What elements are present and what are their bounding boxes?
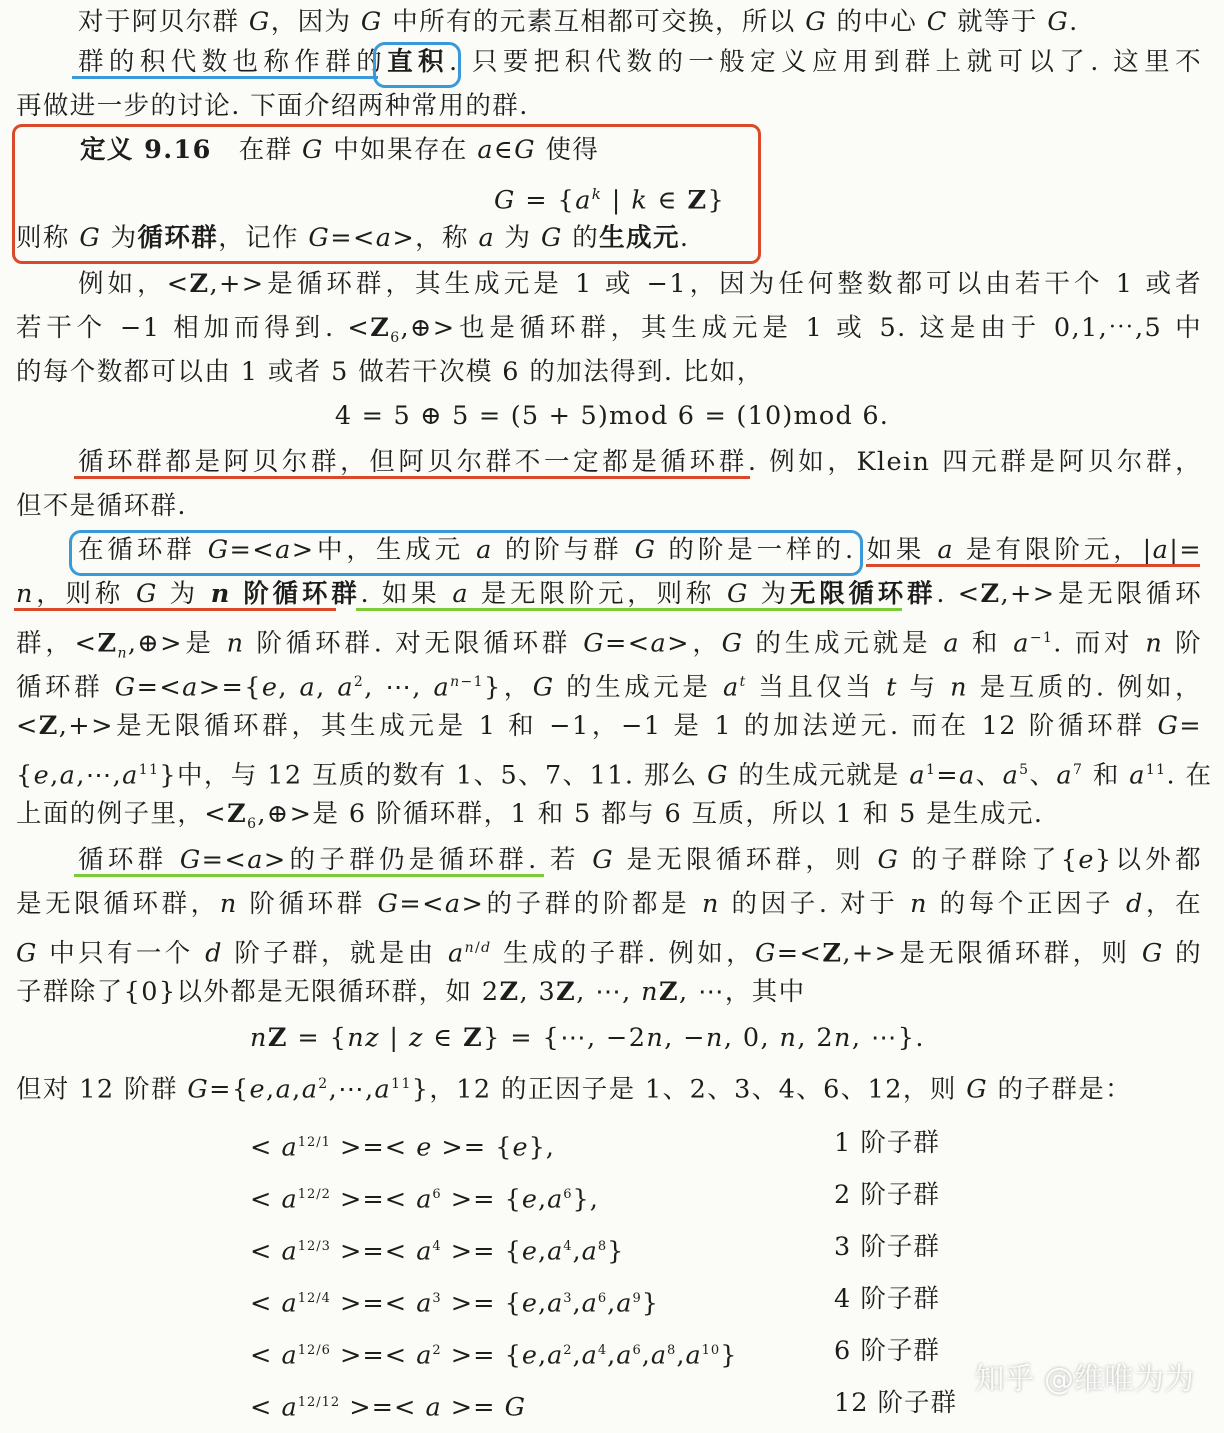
underline-red-3	[14, 608, 336, 611]
text-line-9: 的每个数都可以由 1 或者 5 做若干次模 6 的加法得到. 比如，	[16, 357, 764, 387]
subgroup-expr: < $a^{12/1}$ >=< e >= {e},	[250, 1132, 555, 1163]
text-line-19: 上面的例子里，$<Z_6,\oplus>$是 6 阶循环群，1 和 5 都与 6 互质，所以 1 和 5 是生成元.	[16, 799, 1044, 833]
text-line-21: 是无限循环群，n 阶循环群 G=<a>的子群的阶都是 n 的因子. 对于 n 的每个正因子 d，在	[16, 889, 1202, 919]
subgroup-order: 6 阶子群	[834, 1336, 940, 1366]
text-line-3: 再做进一步的讨论. 下面介绍两种常用的群.	[16, 91, 529, 121]
text-line-17: <Z,+>是无限循环群，其生成元是 1 和 −1，−1 是 1 的加法逆元. 而在 12 阶循环群 G=	[16, 711, 1202, 741]
subgroup-order: 3 阶子群	[834, 1232, 940, 1262]
underline-blue-1	[72, 76, 378, 79]
text-line-11: 循环群都是阿贝尔群，但阿贝尔群不一定都是循环群. 例如，Klein 四元群是阿贝尔群，	[78, 447, 1202, 477]
subgroup-row	[250, 1274, 970, 1324]
text-line-7: 例如，<Z,+>是循环群，其生成元是 1 或 −1，因为任何整数都可以由若干个 1 或者	[78, 269, 1202, 299]
definition-heading: 定义 9.16 在群 G 中如果存在 a∈G 使得	[80, 135, 600, 165]
underline-red-1	[74, 476, 750, 479]
text-line-12: 但不是循环群.	[16, 491, 187, 521]
definition-formula: $G = \{a^k$ | k ∈ Z}	[494, 185, 726, 216]
subgroup-expr: < $a^{12/4}$ >=< $a^3 >= \{e,a^3,a^6,a^9\}$	[250, 1288, 659, 1319]
formula-mod6: 4 = 5 ⊕ 5 = (5 + 5)mod 6 = (10)mod 6.	[334, 401, 890, 431]
text-line-23: 子群除了{0}以外都是无限循环群，如 2Z, 3Z, ⋯, nZ, ⋯，其中	[16, 977, 806, 1007]
subgroup-order: 2 阶子群	[834, 1180, 940, 1210]
subgroup-row	[250, 1118, 970, 1168]
text-line-18: $\{e,a,\cdots,a^{11}\}$中，与 12 互质的数有 1、5、7、11. 那么 G 的生成元就是 $a^1=a$、$a^5$、$a^7$ 和 $a^{11}$. 在	[16, 760, 1213, 791]
text-line-8: 若干个 −1 相加而得到. $<Z_6,\oplus>$也是循环群，其生成元是 1 或 5. 这是由于 0,1,⋯,5 中	[16, 313, 1202, 347]
subgroup-row	[250, 1326, 970, 1376]
definition-line-3: 则称 G 为循环群，记作 G=<a>，称 a 为 G 的生成元.	[16, 223, 690, 253]
formula-nZ: nZ = {nz | z ∈ Z} = {⋯, −2n, −n, 0, n, 2n, ⋯}.	[250, 1023, 925, 1053]
text-line-1: 对于阿贝尔群 G，因为 G 中所有的元素互相都可交换，所以 G 的中心 C 就等于 G.	[78, 7, 1079, 37]
subgroup-row	[250, 1378, 970, 1428]
text-line-25: 但对 12 阶群 $G=\{e,a,a^2,\cdots,a^{11}\}$，12 的正因子是 1、2、3、4、6、12，则 G 的子群是：	[16, 1074, 1133, 1105]
highlight-box-generator-order	[69, 530, 863, 576]
subgroup-order: 4 阶子群	[834, 1284, 940, 1314]
text-line-22: G 中只有一个 d 阶子群，就是由 $a^{n/d}$ 生成的子群. 例如，G=<Z,+>是无限循环群，则 G 的	[16, 938, 1203, 969]
subgroup-order: 12 阶子群	[834, 1388, 958, 1418]
text-line-2: 群的积代数也称作群的直积. 只要把积代数的一般定义应用到群上就可以了. 这里不	[78, 47, 1202, 77]
subgroup-expr: < $a^{12/6}$ >=< $a^2 >= \{e,a^2,a^4,a^6,a^8,a^{10}\}$	[250, 1340, 738, 1371]
subgroup-expr: < $a^{12/12}$ >=< a >= G	[250, 1392, 526, 1423]
watermark: 知乎 @维唯为为	[974, 1362, 1194, 1397]
subgroup-row	[250, 1222, 970, 1272]
underline-red-2	[866, 564, 1200, 567]
subgroup-order: 1 阶子群	[834, 1128, 940, 1158]
underline-green-1	[356, 608, 902, 611]
subgroup-row	[250, 1170, 970, 1220]
highlight-box-direct-product	[373, 42, 461, 88]
text-line-20: 循环群 G=<a>的子群仍是循环群. 若 G 是无限循环群，则 G 的子群除了{e}以外都	[78, 845, 1202, 875]
text-line-13: 在循环群 G=<a>中，生成元 a 的阶与群 G 的阶是一样的. 如果 a 是有限阶元，|a|=	[78, 535, 1202, 565]
subgroup-expr: < $a^{12/3}$ >=< $a^4 >= \{e,a^4,a^8\}$	[250, 1236, 625, 1267]
underline-green-2	[74, 874, 544, 877]
text-line-16: 循环群 G=<a>={e, a, $a^2$, ⋯, $a^{n-1}$}，G 的生成元是 $a^t$ 当且仅当 t 与 n 是互质的. 例如，	[16, 672, 1202, 703]
text-line-15: 群，$<Z_n,\oplus>$是 n 阶循环群. 对无限循环群 G=<a>，G 的生成元就是 a 和 $a^{-1}$. 而对 n 阶	[16, 628, 1202, 662]
text-line-14: n，则称 G 为 n 阶循环群. 如果 a 是无限阶元，则称 G 为无限循环群. <Z,+>是无限循环	[16, 579, 1202, 609]
subgroup-expr: < $a^{12/2}$ >=< $a^6 >= \{e,a^6\}$,	[250, 1184, 599, 1215]
